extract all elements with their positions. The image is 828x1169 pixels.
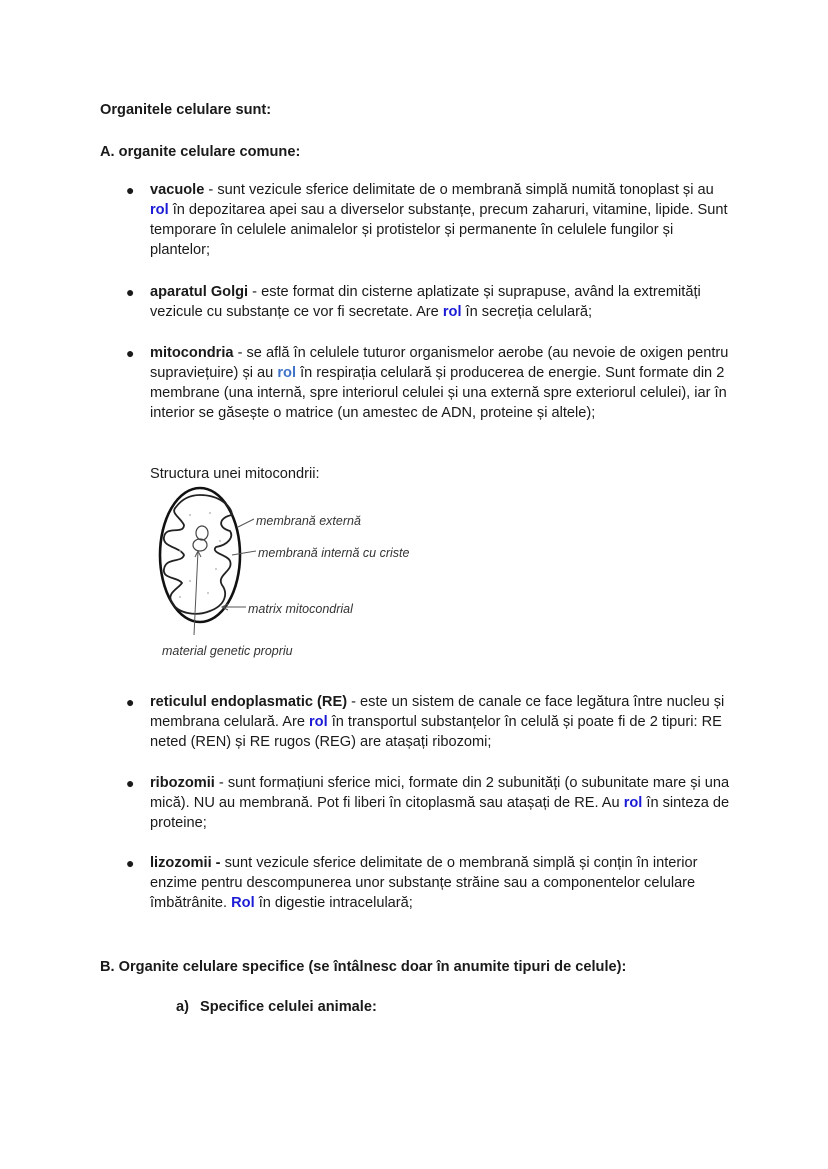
label-inner-membrane: membrană internă cu criste <box>258 546 410 560</box>
rol-highlight: rol <box>442 304 462 320</box>
document-title: Organitele celulare sunt: <box>100 102 272 118</box>
section-b-heading: B. Organite celulare specifice (se întâlnesc doar în anumite tipuri de celule): <box>100 959 627 975</box>
text: în sinteza de proteine; <box>150 795 730 831</box>
rol-highlight: rol <box>277 365 297 381</box>
text: - este un sistem de canale ce face legătura între nucleu și membrana celulară. Are <box>150 694 725 730</box>
term: vacuole <box>150 182 205 198</box>
list-item-ribozomi <box>126 773 735 833</box>
term: ribozomii <box>150 775 215 791</box>
text: în respirația celulară și producerea de energie. Sunt formate din 2 membrane (una internă, spre interiorul celulei și una externă spre exteriorul celulei), iar în interior se găsește o matrice (un amestec de ADN, proteine și altele); <box>150 365 727 421</box>
list-item-lizozomi <box>126 853 735 913</box>
rol-highlight: rol <box>150 202 169 218</box>
label-matrix: matrix mitocondrial <box>248 602 353 616</box>
text: în secreția celulară; <box>461 304 593 320</box>
term: reticulul endoplasmatic (RE) <box>150 694 348 710</box>
term: mitocondria <box>150 345 234 361</box>
bullet-icon: ● <box>126 775 135 791</box>
bullet-icon: ● <box>126 345 135 361</box>
text: - sunt vezicule sferice delimitate de o membrană simplă numită tonoplast și au <box>204 182 714 198</box>
sub-marker: a) <box>176 999 189 1015</box>
text: în depozitarea apei sau a diverselor substanțe, precum zaharuri, vitamine, lipide. Sunt temporare în celulele animalelor și protistelor și permanente în celulele fungilor și plantelor; <box>150 202 728 258</box>
bullet-icon: ● <box>126 284 135 300</box>
rol-highlight: rol <box>623 795 643 811</box>
mitochondria-diagram <box>150 485 440 660</box>
list-item-reticulum <box>126 692 735 752</box>
text: - este format din cisterne aplatizate și suprapuse, având la extremități vezicule cu substanțe ce vor fi secretate. Are <box>150 284 701 320</box>
list-item-vacuole <box>126 180 735 260</box>
text: sunt vezicule sferice delimitate de o membrană simplă și conțin în interior enzime pentru descompunerea unor substanțe străine sau a componentelor celulare îmbătrânite. <box>150 855 698 911</box>
bullet-icon: ● <box>126 182 135 198</box>
text: în digestie intracelulară; <box>254 895 413 911</box>
bullet-icon: ● <box>126 694 135 710</box>
label-outer-membrane: membrană externă <box>256 514 361 528</box>
term: aparatul Golgi <box>150 284 249 300</box>
text: în transportul substanțelor în celulă și poate fi de 2 tipuri: RE neted (REN) și RE rugos (REG) are atașați ribozomi; <box>150 714 722 750</box>
section-a-heading: A. organite celulare comune: <box>100 144 301 160</box>
label-genetic-material: material genetic propriu <box>162 644 293 658</box>
diagram-caption: Structura unei mitocondrii: <box>150 466 320 482</box>
sub-heading: Specifice celulei animale: <box>200 999 377 1015</box>
list-item-golgi <box>126 282 735 322</box>
rol-highlight: Rol <box>231 895 255 911</box>
text: - se află în celulele tuturor organismelor aerobe (au nevoie de oxigen pentru supraviețuire) și au <box>150 345 729 381</box>
rol-highlight: rol <box>309 714 328 730</box>
subsection-a <box>176 997 377 1017</box>
text: - sunt formațiuni sferice mici, formate din 2 subunități (o subunitate mare și una mică). NU au membrană. Pot fi liberi în citoplasmă sau atașați de RE. Au <box>150 775 730 811</box>
term: lizozomii - <box>150 855 221 871</box>
list-item-mitocondria <box>126 343 735 423</box>
bullet-icon: ● <box>126 855 135 871</box>
